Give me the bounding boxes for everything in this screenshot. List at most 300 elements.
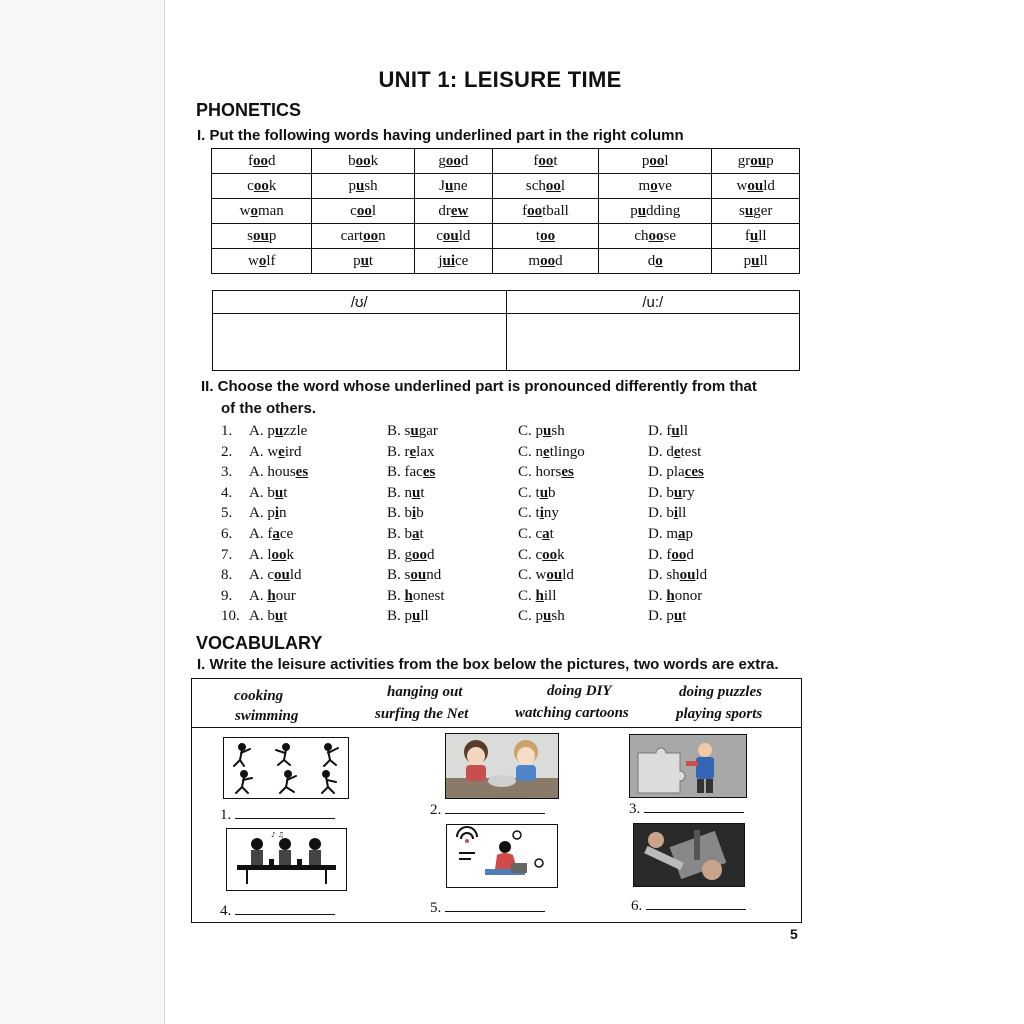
underlined-sound: ou [750, 152, 767, 169]
underlined-sound: oo [542, 546, 558, 563]
word-part: tlingo [549, 443, 585, 460]
question-row [221, 485, 781, 506]
word-part: tball [542, 202, 569, 219]
word-part: ll [679, 423, 689, 439]
word-part: k [370, 152, 379, 169]
option-a[interactable] [249, 485, 287, 502]
word-part: B. s [387, 423, 411, 439]
underlined-sound: oo [648, 227, 664, 244]
underlined-sound: oo [671, 546, 687, 563]
word-cell [414, 174, 492, 199]
question-number: 7. [221, 546, 233, 563]
word-part: p [641, 152, 650, 169]
word-part: A. b [249, 484, 275, 501]
option-c[interactable] [518, 485, 556, 502]
option-a[interactable] [249, 547, 294, 564]
word-part: l [560, 177, 566, 194]
underlined-sound: u [749, 227, 759, 244]
word-cell [414, 199, 492, 224]
picture-surfing-the-net [446, 824, 558, 888]
question-number: 6. [221, 525, 233, 542]
word-part: A. [249, 587, 268, 604]
word-part: A. l [249, 546, 272, 563]
question-row [221, 505, 781, 526]
word-part: c [436, 227, 443, 244]
word-part: D. m [648, 525, 678, 542]
option-b[interactable] [387, 588, 445, 605]
underlined-sound: u [543, 608, 552, 625]
question-number: 9. [221, 587, 233, 604]
word-bank-item: playing sports [676, 706, 763, 722]
word-cell [598, 199, 711, 224]
word-part: dding [646, 202, 681, 219]
underlined-sound: oo [545, 177, 561, 194]
word-part: w [247, 252, 259, 269]
word-cell [598, 174, 711, 199]
question-number: 8. [221, 567, 233, 584]
word-bank-item: swimming [235, 708, 299, 724]
word-part: t [420, 484, 425, 501]
word-cell [712, 249, 800, 274]
underlined-sound: ou [274, 567, 290, 584]
underlined-sound: ou [546, 567, 563, 584]
word-part: D. pla [648, 464, 685, 481]
underlined-sound: oo [527, 202, 543, 219]
picture-hanging-out [226, 828, 347, 891]
underlined-sound: o [650, 177, 658, 194]
word-bank-item: surfing the Net [375, 706, 469, 722]
underlined-sound: o [655, 252, 663, 269]
word-part: A. b [249, 608, 275, 625]
answer-4[interactable]: 4. [220, 902, 335, 920]
answer-2[interactable]: 2. [430, 801, 545, 819]
word-part: ve [657, 177, 672, 194]
underlined-sound: oo [538, 152, 554, 169]
underlined-sound: e [278, 443, 285, 460]
underlined-sound: es [295, 464, 309, 481]
word-part: p [685, 525, 693, 542]
underlined-sound: u [671, 423, 680, 439]
underlined-sound: u [543, 423, 552, 439]
multiple-choice-list [221, 423, 781, 629]
word-part: gr [737, 152, 751, 169]
underlined-sound: a [678, 525, 686, 542]
word-part: C. n [518, 443, 544, 460]
underlined-sound: u [744, 202, 754, 219]
phonetics-heading: PHONETICS [196, 100, 302, 120]
word-part: D. [648, 587, 667, 604]
underlined-sound: oo [355, 152, 371, 169]
vocabulary-heading: VOCABULARY [196, 633, 323, 653]
question-row [221, 444, 781, 465]
word-part: g [438, 152, 446, 169]
word-cell [492, 249, 598, 274]
word-part: k [268, 177, 277, 194]
word-bank-item: hanging out [387, 684, 463, 700]
option-a[interactable] [249, 464, 308, 481]
word-part: D. p [648, 608, 674, 625]
word-part: b [416, 505, 424, 522]
word-part: c [350, 202, 357, 219]
word-part: cart [340, 227, 364, 244]
word-part: b [548, 484, 556, 501]
word-part: w [736, 177, 748, 194]
word-cell [212, 174, 312, 199]
word-part: B. fac [387, 464, 423, 481]
option-c[interactable] [518, 608, 565, 625]
option-b[interactable] [387, 423, 438, 440]
word-part: t [682, 608, 687, 625]
word-cell [492, 224, 598, 249]
word-part: C. c [518, 546, 543, 563]
word-part: w [239, 202, 251, 219]
option-c[interactable] [518, 464, 574, 481]
underlined-sound: ew [450, 202, 469, 219]
word-part: C. p [518, 423, 544, 439]
underlined-sound: e [543, 443, 550, 460]
word-cell [312, 249, 414, 274]
word-part: J [439, 177, 445, 194]
option-d[interactable] [648, 547, 694, 564]
word-cell [712, 174, 800, 199]
question-row [221, 588, 781, 609]
underlined-sound: u [637, 202, 647, 219]
underlined-sound: a [272, 525, 280, 542]
word-part: zzle [283, 423, 308, 439]
underlined-sound: a [412, 525, 420, 542]
word-part: t [283, 484, 288, 501]
option-d[interactable] [648, 588, 702, 605]
option-d[interactable] [648, 423, 688, 440]
word-part: d [267, 152, 276, 169]
word-part: l [371, 202, 376, 219]
word-part: B. b [387, 505, 413, 522]
word-part: c [247, 177, 254, 194]
underlined-sound: h [535, 587, 544, 604]
word-part: A. f [249, 525, 273, 542]
word-cell [712, 149, 800, 174]
option-c[interactable] [518, 505, 559, 522]
word-part: ger [753, 202, 773, 219]
picture-doing-diy [633, 823, 745, 887]
word-part: C. t [518, 484, 540, 501]
word-part: se [663, 227, 677, 244]
underlined-sound: u [751, 252, 760, 269]
underlined-sound: u [274, 484, 284, 501]
phonetics-ex2-instruction: II. Choose the word whose underlined part is pronounced differently from that [201, 378, 757, 395]
option-a[interactable] [249, 567, 302, 584]
word-part: D. f [648, 423, 672, 439]
word-part: j [438, 252, 443, 269]
word-part: f [247, 152, 253, 169]
word-cell [712, 224, 800, 249]
word-cell [414, 249, 492, 274]
option-c[interactable] [518, 444, 585, 461]
word-cell [492, 149, 598, 174]
underlined-sound: u [445, 177, 454, 194]
word-bank-item: doing DIY [547, 683, 612, 699]
word-cell [492, 199, 598, 224]
underlined-sound: i [274, 505, 280, 522]
word-part: C. [518, 587, 536, 604]
option-a[interactable] [249, 505, 287, 522]
option-a[interactable] [249, 444, 302, 461]
underlined-sound: h [404, 587, 413, 604]
word-part: p [353, 252, 361, 269]
word-part: d [427, 546, 435, 563]
word-part: t [549, 525, 554, 542]
question-row [221, 547, 781, 568]
option-d[interactable] [648, 608, 686, 625]
underlined-sound: e [673, 443, 681, 460]
word-part: ch [634, 227, 649, 244]
word-part: t [419, 525, 424, 542]
word-part: dr [438, 202, 451, 219]
question-number: 2. [221, 443, 233, 460]
book-spine-margin [0, 0, 165, 1024]
word-part: D. f [648, 546, 672, 563]
underlined-sound: a [542, 525, 550, 542]
word-part: d [555, 252, 563, 269]
option-c[interactable] [518, 547, 565, 564]
question-row [221, 608, 781, 629]
word-part: B. n [387, 484, 413, 501]
underlined-sound: i [673, 505, 679, 522]
word-part: D. sh [648, 567, 680, 584]
option-b[interactable] [387, 526, 424, 543]
vocabulary-exercise-box [191, 678, 802, 923]
word-part: D. b [648, 484, 674, 501]
word-part: A. p [249, 505, 275, 522]
underlined-sound: es [561, 464, 574, 481]
sound-column-long-u: /u:/ [506, 291, 800, 314]
word-part: n [378, 227, 386, 244]
underlined-sound: oo [412, 546, 428, 563]
word-cell [212, 224, 312, 249]
word-part: C. p [518, 608, 544, 625]
underlined-sound: oo [445, 152, 461, 169]
word-part: ll [759, 252, 768, 269]
underlined-sound: o [258, 252, 267, 269]
word-part: d [647, 252, 656, 269]
word-part: s [739, 202, 745, 219]
word-part: man [257, 202, 284, 219]
underlined-sound: ou [410, 567, 427, 584]
option-b[interactable] [387, 567, 441, 584]
word-part: s [247, 227, 253, 244]
option-d[interactable] [648, 464, 704, 481]
word-cell [312, 199, 414, 224]
word-cell [212, 199, 312, 224]
word-part: sh [364, 177, 378, 194]
option-a[interactable] [249, 526, 293, 543]
option-b[interactable] [387, 444, 435, 461]
underlined-sound: oo [649, 152, 665, 169]
word-part: ll [678, 505, 687, 522]
word-part: ny [543, 505, 559, 522]
word-part: p [348, 177, 356, 194]
question-row [221, 423, 781, 444]
word-cell [312, 149, 414, 174]
word-part: t [535, 227, 541, 244]
answer-cell-short-u[interactable] [213, 314, 507, 371]
sound-sort-table [212, 290, 800, 371]
underlined-sound: u [412, 484, 421, 501]
vocabulary-ex1-instruction: I. Write the leisure activities from the box below the pictures, two words are extra. [197, 656, 779, 673]
underlined-sound: u [539, 484, 549, 501]
option-b[interactable] [387, 505, 424, 522]
word-part: f [744, 227, 750, 244]
word-cell [414, 149, 492, 174]
word-part: B. r [387, 443, 410, 460]
word-part: t [283, 608, 288, 625]
word-table-row [212, 174, 800, 199]
word-part: D. b [648, 505, 674, 522]
underlined-sound: ou [679, 567, 696, 584]
option-c[interactable] [518, 567, 574, 584]
word-part: p [766, 152, 774, 169]
word-cell [312, 224, 414, 249]
word-part: lax [416, 443, 435, 460]
word-part: A. c [249, 567, 274, 584]
word-part: sh [551, 608, 565, 625]
word-bank [192, 679, 801, 728]
word-part: k [286, 546, 294, 563]
answer-cell-long-u[interactable] [506, 314, 800, 371]
sound-column-short-u: /ʊ/ [213, 291, 507, 314]
word-part: t [368, 252, 374, 269]
word-part: p [630, 202, 638, 219]
underlined-sound: ces [684, 464, 704, 481]
word-cell [212, 249, 312, 274]
option-d[interactable] [648, 567, 707, 584]
word-part: ld [562, 567, 574, 584]
word-table-row [212, 249, 800, 274]
word-part: l [664, 152, 669, 169]
word-cell [212, 149, 312, 174]
word-table [211, 148, 800, 274]
underlined-sound: u [355, 177, 365, 194]
word-part: ne [453, 177, 468, 194]
word-part: lf [266, 252, 276, 269]
option-c[interactable] [518, 423, 565, 440]
underlined-sound: u [360, 252, 369, 269]
word-part: ce [279, 525, 294, 542]
option-b[interactable] [387, 464, 435, 481]
answer-3[interactable]: 3. [629, 800, 744, 818]
word-table-row [212, 224, 800, 249]
svg-text:♪ ♫: ♪ ♫ [271, 831, 284, 839]
word-part: k [557, 546, 565, 563]
underlined-sound: o [250, 202, 258, 219]
option-d[interactable] [648, 444, 701, 461]
word-part: A. p [249, 423, 275, 439]
word-cell [712, 199, 800, 224]
underlined-sound: u [410, 423, 419, 439]
word-part: C. w [518, 567, 547, 584]
option-a[interactable] [249, 588, 296, 605]
word-table-row [212, 199, 800, 224]
option-c[interactable] [518, 588, 556, 605]
word-part: ce [455, 252, 469, 269]
unit-title: UNIT 1: LEISURE TIME [378, 67, 622, 92]
picture-doing-puzzles [629, 734, 747, 798]
word-part: D. d [648, 443, 674, 460]
word-part: ld [763, 177, 775, 194]
underlined-sound: oo [271, 546, 287, 563]
option-c[interactable] [518, 526, 554, 543]
word-part: ld [458, 227, 471, 244]
word-part: A. hous [249, 464, 296, 481]
word-part: A. w [249, 443, 279, 460]
option-b[interactable] [387, 547, 435, 564]
answer-5[interactable]: 5. [430, 899, 545, 917]
underlined-sound: i [412, 505, 417, 522]
option-d[interactable] [648, 485, 695, 502]
word-part: our [275, 587, 296, 604]
underlined-sound: e [409, 443, 417, 460]
word-part: p [268, 227, 277, 244]
word-part: p [743, 252, 752, 269]
word-part: B. g [387, 546, 413, 563]
word-part: m [638, 177, 651, 194]
underlined-sound: oo [363, 227, 379, 244]
option-a[interactable] [249, 423, 307, 440]
word-part: C. t [518, 505, 540, 522]
word-part: b [348, 152, 356, 169]
option-b[interactable] [387, 485, 425, 502]
question-row [221, 567, 781, 588]
underlined-sound: oo [540, 227, 556, 244]
word-bank-item: watching cartoons [515, 705, 629, 721]
option-a[interactable] [249, 608, 287, 625]
underlined-sound: i [539, 505, 544, 522]
word-cell [598, 224, 711, 249]
word-part: B. [387, 587, 405, 604]
question-number: 5. [221, 505, 233, 522]
underlined-sound: h [267, 587, 276, 604]
word-part: onor [674, 587, 703, 604]
underlined-sound: ou [442, 227, 459, 244]
phonetics-ex1-instruction: I. Put the following words having underlined part in the right column [197, 127, 684, 144]
answer-1[interactable]: 1. [220, 806, 335, 824]
underlined-sound: ou [747, 177, 764, 194]
word-part: B. p [387, 608, 413, 625]
word-part: d [686, 546, 694, 563]
word-part: sch [525, 177, 546, 194]
word-part: f [522, 202, 528, 219]
answer-6[interactable]: 6. [631, 897, 746, 915]
underlined-sound: h [666, 587, 675, 604]
option-d[interactable] [648, 526, 693, 543]
question-row [221, 526, 781, 547]
underlined-sound: u [274, 608, 284, 625]
word-cell [492, 174, 598, 199]
word-part: ry [682, 484, 695, 501]
option-d[interactable] [648, 505, 686, 522]
underlined-sound: oo [540, 252, 556, 269]
word-bank-item: doing puzzles [679, 684, 762, 700]
word-cell [312, 174, 414, 199]
option-b[interactable] [387, 608, 429, 625]
word-table-row [212, 149, 800, 174]
word-part: B. b [387, 525, 413, 542]
picture-cooking [445, 733, 559, 799]
word-part: ll [758, 227, 767, 244]
underlined-sound: u [673, 484, 683, 501]
question-number: 4. [221, 484, 233, 501]
word-part: test [680, 443, 702, 460]
